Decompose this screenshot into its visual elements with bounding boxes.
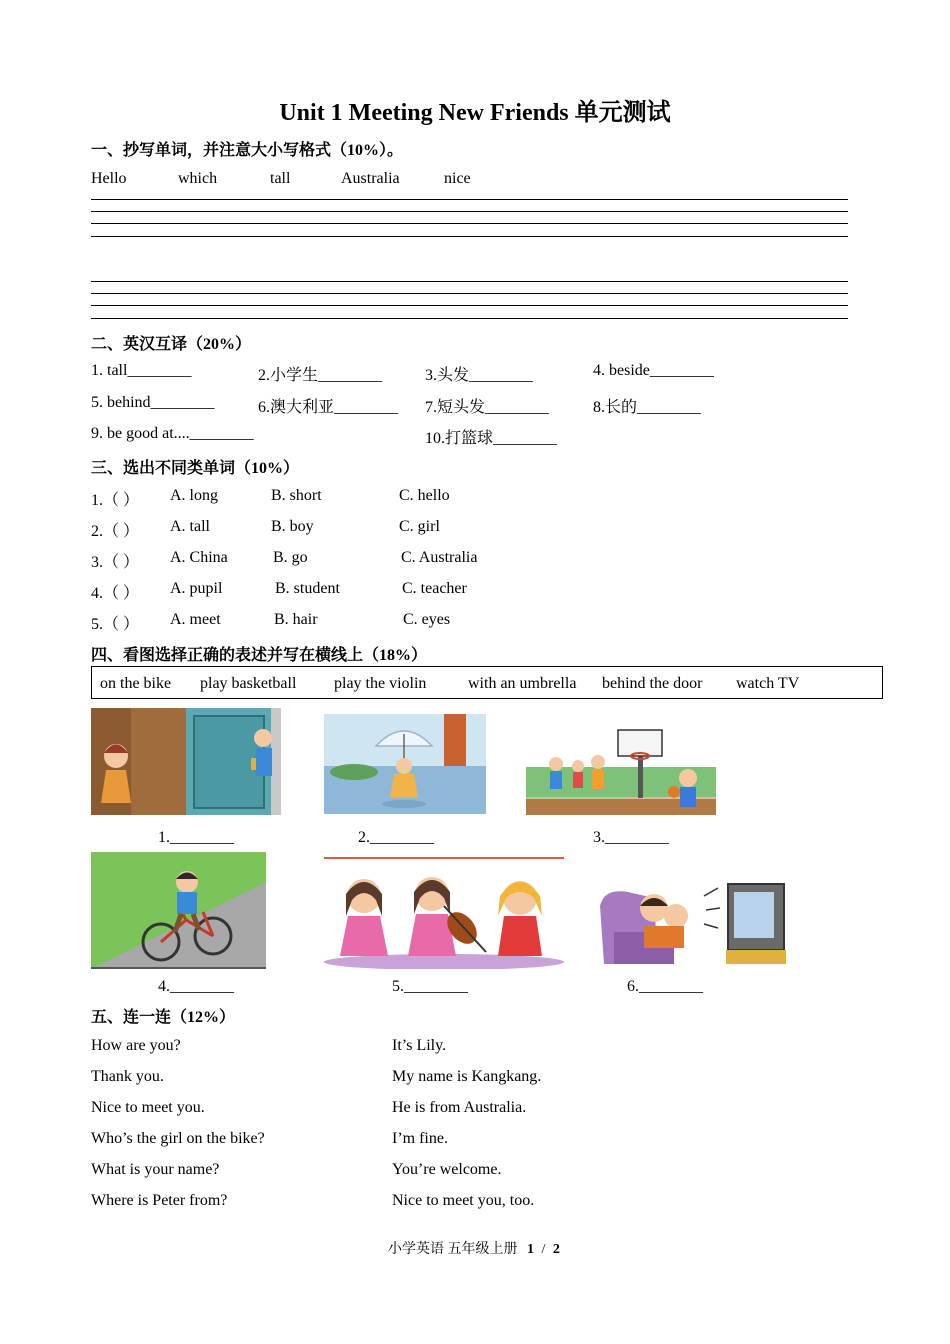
section-4-heading: 四、看图选择正确的表述并写在横线上（18%） bbox=[91, 647, 428, 664]
section-2-heading: 二、英汉互译（20%） bbox=[91, 336, 252, 353]
option-a: A. long bbox=[170, 487, 218, 504]
phrase-option: with an umbrella bbox=[468, 675, 577, 692]
option-c: C. teacher bbox=[402, 580, 467, 597]
footer-separator: / bbox=[541, 1242, 546, 1257]
option-a: A. pupil bbox=[170, 580, 223, 597]
question-number: 1.（ ） bbox=[91, 492, 140, 509]
page-footer bbox=[388, 1238, 560, 1258]
picture-behind-door bbox=[91, 708, 281, 815]
footer-page-total: 2 bbox=[552, 1242, 560, 1257]
option-a: A. tall bbox=[170, 518, 210, 535]
phrase-option: behind the door bbox=[602, 675, 703, 692]
match-left-item: Thank you. bbox=[91, 1068, 164, 1085]
option-c: C. girl bbox=[399, 518, 440, 535]
option-b: B. student bbox=[275, 580, 340, 597]
footer-subject: 小学英语 五年级上册 bbox=[388, 1242, 518, 1257]
picture-blank-1: 1.________ bbox=[158, 829, 234, 846]
option-a: A. China bbox=[170, 549, 228, 566]
picture-violin bbox=[324, 856, 564, 969]
phrase-option: play basketball bbox=[200, 675, 297, 692]
section-5-heading: 五、连一连（12%） bbox=[91, 1009, 236, 1026]
copy-word: nice bbox=[444, 170, 471, 187]
option-c: C. eyes bbox=[403, 611, 451, 628]
translate-item: 1. tall________ bbox=[91, 362, 192, 379]
question-number: 5.（ ） bbox=[91, 616, 140, 633]
option-c: C. hello bbox=[399, 487, 450, 504]
match-right-item: I’m fine. bbox=[392, 1130, 448, 1147]
section-3-heading: 三、选出不同类单词（10%） bbox=[91, 460, 300, 477]
translate-item: 10.打篮球________ bbox=[425, 430, 558, 447]
option-a: A. meet bbox=[170, 611, 221, 628]
translate-item: 6.澳大利亚________ bbox=[258, 399, 399, 416]
picture-basketball bbox=[526, 712, 716, 815]
phrase-option: play the violin bbox=[334, 675, 427, 692]
phrase-option: on the bike bbox=[100, 675, 172, 692]
match-right-item: My name is Kangkang. bbox=[392, 1068, 542, 1085]
footer-page-number: 1 bbox=[527, 1242, 534, 1257]
translate-item: 2.小学生________ bbox=[258, 367, 383, 384]
question-number: 4.（ ） bbox=[91, 585, 140, 602]
match-right-item: It’s Lily. bbox=[392, 1037, 447, 1054]
picture-blank-6: 6.________ bbox=[627, 978, 703, 995]
match-right-item: You’re welcome. bbox=[392, 1161, 502, 1178]
match-right-item: Nice to meet you, too. bbox=[392, 1192, 535, 1209]
picture-blank-2: 2.________ bbox=[358, 829, 434, 846]
match-left-item: Where is Peter from? bbox=[91, 1192, 228, 1209]
option-b: B. boy bbox=[271, 518, 314, 535]
translate-item: 8.长的________ bbox=[593, 399, 702, 416]
match-left-item: What is your name? bbox=[91, 1161, 220, 1178]
section-1-heading: 一、抄写单词，并注意大小写格式（10%）。 bbox=[91, 142, 404, 159]
picture-blank-3: 3.________ bbox=[593, 829, 669, 846]
picture-bike bbox=[91, 852, 266, 969]
page-title: Unit 1 Meeting New Friends 单元测试 bbox=[279, 100, 671, 126]
translate-item: 9. be good at....________ bbox=[91, 425, 254, 442]
translate-item: 4. beside________ bbox=[593, 362, 714, 379]
translate-item: 7.短头发________ bbox=[425, 399, 550, 416]
question-number: 3.（ ） bbox=[91, 554, 140, 571]
picture-watch-tv bbox=[594, 876, 796, 969]
copy-word: Australia bbox=[341, 170, 400, 187]
translate-item: 3.头发________ bbox=[425, 367, 534, 384]
phrase-option: watch TV bbox=[736, 675, 800, 692]
option-c: C. Australia bbox=[401, 549, 478, 566]
option-b: B. hair bbox=[274, 611, 318, 628]
copy-word: tall bbox=[270, 170, 291, 187]
picture-blank-5: 5.________ bbox=[392, 978, 468, 995]
translate-item: 5. behind________ bbox=[91, 394, 215, 411]
question-number: 2.（ ） bbox=[91, 523, 140, 540]
match-left-item: Who’s the girl on the bike? bbox=[91, 1130, 265, 1147]
match-right-item: He is from Australia. bbox=[392, 1099, 527, 1116]
picture-blank-4: 4.________ bbox=[158, 978, 234, 995]
copy-word: which bbox=[178, 170, 218, 187]
picture-umbrella bbox=[324, 714, 486, 814]
match-left-item: Nice to meet you. bbox=[91, 1099, 205, 1116]
option-b: B. go bbox=[273, 549, 308, 566]
copy-word: Hello bbox=[91, 170, 127, 187]
option-b: B. short bbox=[271, 487, 322, 504]
match-left-item: How are you? bbox=[91, 1037, 181, 1054]
